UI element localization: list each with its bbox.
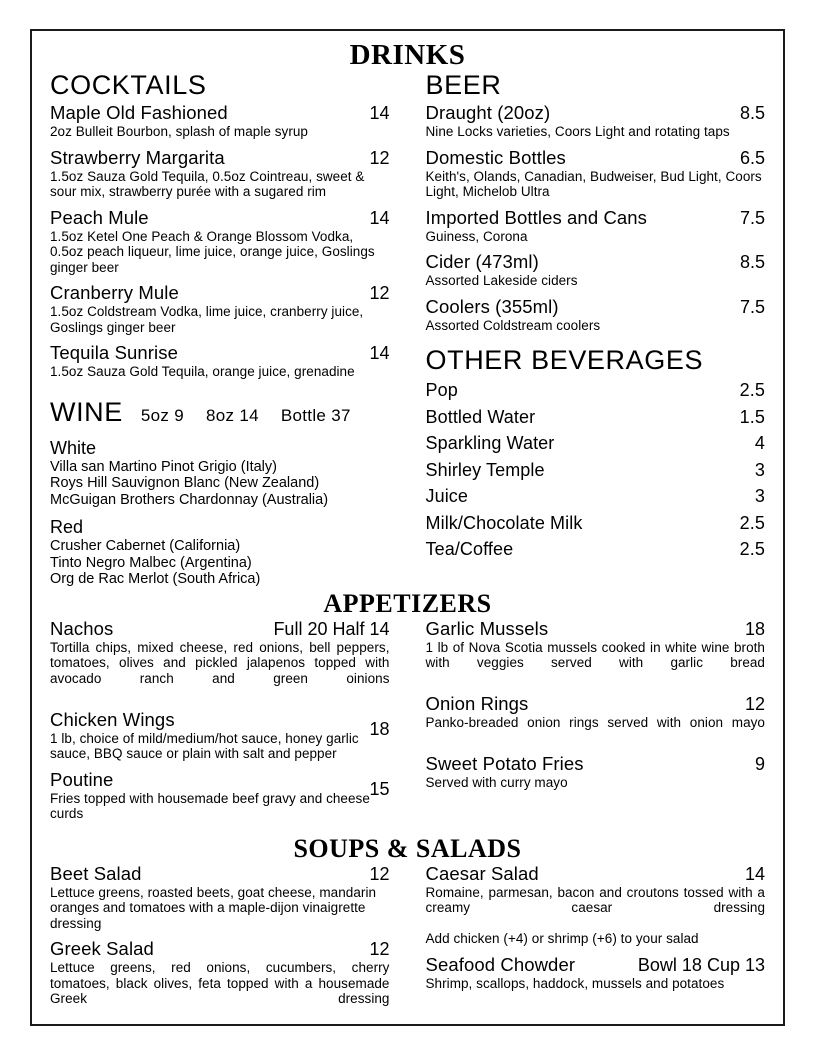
item-header-row	[426, 296, 766, 318]
menu-item[interactable]	[50, 863, 390, 932]
menu-item[interactable]	[50, 709, 390, 762]
appetizers-left-column	[50, 618, 390, 829]
beverage-name: Pop	[425, 380, 458, 400]
item-name: Peach Mule	[50, 206, 149, 228]
item-description: Assorted Coldstream coolers	[425, 317, 601, 333]
item-header-row	[50, 938, 390, 960]
menu-item[interactable]	[50, 342, 390, 380]
item-description: 2oz Bulleit Bourbon, splash of maple syrup	[50, 124, 308, 139]
beverage-price: 3	[754, 459, 765, 480]
menu-item[interactable]	[426, 954, 766, 992]
item-description: Lettuce greens, red onions, cucumbers, cherry tomatoes, black olives, feta topped with a housemade Greek dressing	[50, 960, 390, 1006]
item-header-row	[426, 147, 766, 169]
menu-item[interactable]	[50, 618, 390, 702]
item-header-row	[50, 282, 390, 304]
item-header-row	[50, 207, 390, 229]
item-description: Guiness, Corona	[425, 228, 528, 244]
item-name: Sweet Potato Fries	[425, 753, 584, 774]
item-price: 7.5	[739, 207, 765, 228]
item-price: 9	[754, 754, 765, 774]
item-price: 12	[369, 147, 390, 168]
wine-group-white[interactable]	[50, 438, 390, 509]
menu-item[interactable]	[426, 753, 766, 791]
item-name: Cider (473ml)	[425, 251, 539, 272]
item-name: Caesar Salad	[425, 862, 539, 884]
item-price: 14	[369, 103, 390, 123]
item-price: Bowl 18 Cup 13	[637, 954, 765, 975]
item-header-row	[426, 102, 766, 124]
soups-salads-right-column	[426, 863, 766, 1030]
item-price: 14	[369, 343, 390, 363]
soups-salads-left-column	[50, 863, 390, 1030]
beverage-row[interactable]	[426, 430, 766, 457]
item-header-row	[50, 708, 390, 739]
item-header-row	[426, 753, 766, 775]
item-header-row	[426, 954, 766, 976]
beverage-name: Sparkling Water	[425, 433, 555, 453]
menu-item[interactable]	[50, 102, 390, 140]
menu-item[interactable]	[50, 207, 390, 276]
beverage-row[interactable]	[426, 457, 766, 484]
beverage-price: 2.5	[739, 380, 765, 400]
item-name: Strawberry Margarita	[50, 146, 225, 168]
item-description: 1 lb of Nova Scotia mussels cooked in white wine broth with veggies served with garlic bread	[425, 639, 765, 670]
wine-entry: Tinto Negro Malbec (Argentina)	[50, 554, 252, 571]
drinks-left-column	[50, 70, 390, 588]
menu-item[interactable]	[426, 251, 766, 289]
menu-item[interactable]	[426, 147, 766, 200]
beverage-row[interactable]	[426, 404, 766, 431]
wine-size-price: 14	[239, 405, 259, 425]
beverage-row[interactable]	[426, 536, 766, 563]
item-description: 1.5oz Sauza Gold Tequila, 0.5oz Cointreau, sweet & sour mix, strawberry purée with a sugared rim	[50, 168, 365, 199]
wine-group-red[interactable]	[50, 517, 390, 588]
item-price: 7.5	[739, 296, 765, 317]
spacer	[50, 387, 390, 397]
item-price: 18	[369, 718, 390, 739]
item-price: 12	[369, 939, 390, 959]
item-price: 12	[369, 283, 390, 303]
item-price: 12	[369, 863, 390, 884]
beverage-price: 4	[754, 433, 765, 453]
item-name: Chicken Wings	[50, 708, 175, 730]
wine-size-price: 9	[174, 405, 185, 425]
menu-item[interactable]	[426, 296, 766, 334]
item-name: Coolers (355ml)	[425, 295, 559, 317]
category-heading-cocktails: COCKTAILS	[50, 70, 207, 100]
wine-entry: Org de Rac Merlot (South Africa)	[50, 571, 261, 587]
item-header-row	[426, 863, 766, 885]
wine-size-label: Bottle	[280, 405, 327, 425]
item-price: Full 20 Half 14	[273, 618, 390, 639]
beverage-price: 2.5	[739, 512, 765, 533]
menu-item[interactable]	[426, 618, 766, 687]
menu-item[interactable]	[50, 769, 390, 822]
item-description: Lettuce greens, roasted beets, goat cheese, mandarin oranges and tomatoes with a maple-dijon vinaigrette dressing	[50, 884, 377, 931]
beverage-name: Milk/Chocolate Milk	[425, 512, 583, 533]
wine-size-prices	[141, 406, 351, 426]
beverage-name: Tea/Coffee	[425, 539, 514, 559]
item-name: Garlic Mussels	[425, 617, 549, 639]
menu-item[interactable]	[426, 693, 766, 746]
beverage-price: 1.5	[739, 406, 765, 427]
beverage-name: Juice	[425, 486, 469, 506]
item-description: Romaine, parmesan, bacon and croutons tossed with a creamy caesar dressing	[425, 884, 765, 915]
item-header-row	[50, 863, 390, 885]
item-header-row	[426, 207, 766, 229]
menu-item[interactable]	[50, 282, 390, 335]
item-description: 1.5oz Sauza Gold Tequila, orange juice, grenadine	[50, 364, 355, 379]
section-header-soups-salads: SOUPS & SALADS	[293, 833, 522, 863]
beverage-row[interactable]	[426, 377, 766, 404]
menu-item[interactable]	[50, 147, 390, 200]
beer-list	[426, 102, 766, 333]
item-price: 8.5	[739, 252, 765, 272]
item-name: Poutine	[50, 768, 114, 790]
wine-entry: Crusher Cabernet (California)	[50, 538, 241, 554]
item-description: Assorted Lakeside ciders	[425, 273, 578, 288]
item-price: 15	[369, 778, 390, 799]
wine-group-title: Red	[50, 517, 84, 537]
menu-item[interactable]	[50, 938, 390, 1022]
section-header-drinks: DRINKS	[349, 39, 466, 71]
item-name: Seafood Chowder	[425, 953, 576, 975]
beverage-row[interactable]	[426, 483, 766, 510]
item-description: Panko-breaded onion rings served with onion mayo	[425, 715, 765, 730]
item-price: 18	[744, 618, 765, 639]
item-name: Maple Old Fashioned	[50, 102, 228, 123]
item-description: 1 lb, choice of mild/medium/hot sauce, honey garlic sauce, BBQ sauce or plain with salt and pepper	[50, 730, 359, 761]
item-header-row	[50, 342, 390, 364]
appetizers-right-column	[426, 618, 766, 829]
item-header-row	[50, 147, 390, 169]
item-price: 12	[744, 694, 765, 714]
item-price: 8.5	[739, 103, 765, 123]
item-description: Fries topped with housemade beef gravy and cheese curds	[50, 790, 370, 821]
wine-size-bottle	[281, 406, 351, 426]
drinks-columns	[50, 70, 765, 588]
wine-size-label: 8oz	[206, 405, 235, 425]
wine-entry: Villa san Martino Pinot Grigio (Italy)	[50, 458, 277, 475]
beverage-name: Shirley Temple	[425, 459, 545, 480]
wine-size-8oz	[206, 406, 259, 426]
item-description: Tortilla chips, mixed cheese, red onions, bell peppers, tomatoes, olives and pickled jalapenos topped with avocado ranch and green oinions	[50, 639, 390, 686]
category-heading-wine: WINE	[50, 396, 123, 427]
item-price: 14	[744, 863, 765, 884]
item-name: Tequila Sunrise	[50, 342, 178, 363]
item-header-row	[50, 102, 390, 124]
item-header-row	[426, 693, 766, 715]
menu-item[interactable]	[426, 207, 766, 245]
item-name: Beet Salad	[50, 862, 142, 884]
item-price: 6.5	[739, 147, 765, 168]
beverage-row[interactable]	[426, 510, 766, 537]
item-name: Domestic Bottles	[425, 146, 566, 168]
beverage-name: Bottled Water	[425, 406, 536, 427]
category-heading-other-beverages: OTHER BEVERAGES	[425, 345, 704, 375]
item-header-row	[50, 768, 390, 799]
item-name: Draught (20oz)	[425, 102, 551, 123]
category-heading-beer: BEER	[425, 70, 502, 100]
item-name: Imported Bottles and Cans	[425, 206, 648, 228]
item-price: 14	[369, 207, 390, 228]
beverage-price: 3	[754, 486, 765, 506]
other-beverages-list	[426, 377, 766, 563]
item-header-row	[426, 618, 766, 640]
soups-salads-columns	[50, 863, 765, 1030]
item-header-row	[50, 618, 390, 640]
item-description: Nine Locks varieties, Coors Light and rotating taps	[425, 124, 730, 139]
menu-page-border	[30, 29, 785, 1026]
wine-size-label: 5oz	[140, 405, 170, 425]
wine-entry: Roys Hill Sauvignon Blanc (New Zealand)	[50, 475, 320, 491]
item-description-addon: Add chicken (+4) or shrimp (+6) to your salad	[425, 931, 699, 946]
appetizers-columns	[50, 618, 765, 829]
menu-item[interactable]	[426, 102, 766, 140]
menu-content	[32, 31, 783, 1024]
wine-size-price: 37	[331, 405, 351, 425]
item-name: Nachos	[50, 617, 114, 639]
wine-size-5oz	[141, 406, 184, 426]
item-name: Greek Salad	[50, 938, 154, 959]
item-name: Cranberry Mule	[50, 282, 179, 303]
beverage-price: 2.5	[739, 539, 765, 559]
section-header-appetizers: APPETIZERS	[323, 588, 492, 618]
item-description: 1.5oz Coldstream Vodka, lime juice, cranberry juice, Goslings ginger beer	[50, 304, 364, 335]
wine-entry: McGuigan Brothers Chardonnay (Australia)	[50, 491, 329, 508]
cocktails-list	[50, 102, 390, 380]
menu-item[interactable]	[426, 863, 766, 947]
item-description: Keith's, Olands, Canadian, Budweiser, Bud Light, Coors Light, Michelob Ultra	[425, 168, 762, 199]
item-description: Shrimp, scallops, haddock, mussels and potatoes	[425, 975, 725, 991]
item-header-row	[426, 251, 766, 273]
item-description: Served with curry mayo	[425, 775, 568, 790]
item-description: 1.5oz Ketel One Peach & Orange Blossom Vodka, 0.5oz peach liqueur, lime juice, orange juice, Goslings ginger beer	[50, 228, 375, 275]
wine-heading-row	[50, 397, 390, 429]
item-name: Onion Rings	[425, 693, 529, 714]
drinks-right-column	[426, 70, 766, 588]
wine-group-title: White	[50, 437, 97, 458]
